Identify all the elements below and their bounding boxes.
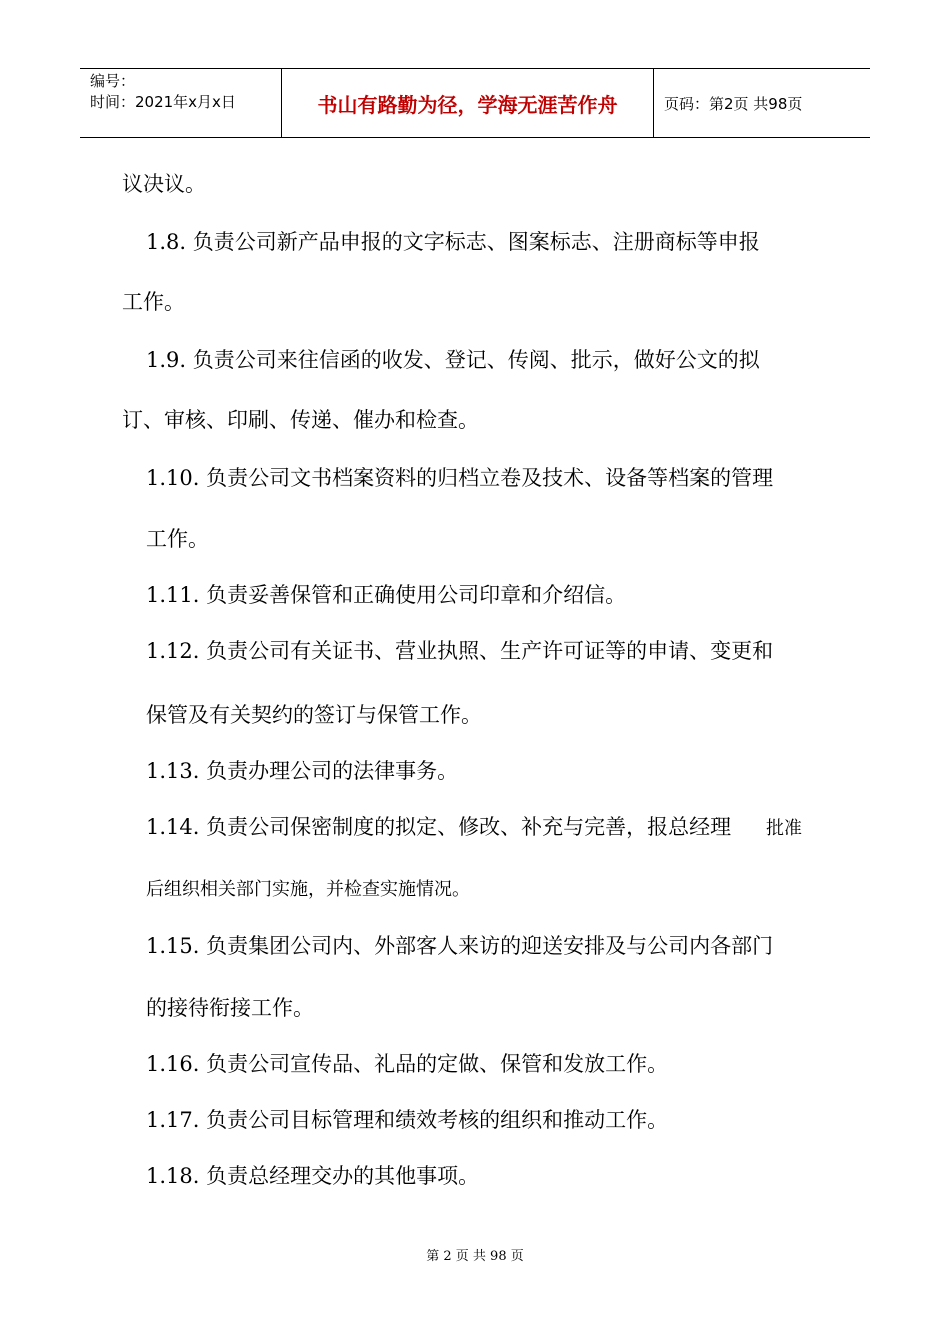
body-line: 1.10. 负责公司文书档案资料的归档立卷及技术、设备等档案的管理 xyxy=(146,466,774,490)
body-line: 工作。 xyxy=(146,527,209,551)
body-line: 议决议。 xyxy=(122,172,206,196)
body-line: 批准 xyxy=(766,818,802,839)
body-line: 1.18. 负责总经理交办的其他事项。 xyxy=(146,1164,480,1188)
header-page-info: 页码：第2页 共98页 xyxy=(664,94,803,113)
page-footer: 第 2 页 共 98 页 xyxy=(426,1249,524,1264)
body-line: 1.8. 负责公司新产品申报的文字标志、图案标志、注册商标等申报 xyxy=(146,230,760,254)
body-line: 1.14. 负责公司保密制度的拟定、修改、补充与完善，报总经理 xyxy=(146,815,732,839)
page-header xyxy=(80,68,870,138)
body-line: 1.15. 负责集团公司内、外部客人来访的迎送安排及与公司内各部门 xyxy=(146,934,774,958)
body-line: 的接待衔接工作。 xyxy=(146,996,314,1020)
body-line: 后组织相关部门实施，并检查实施情况。 xyxy=(146,879,470,900)
body-line: 1.9. 负责公司来往信函的收发、登记、传阅、批示，做好公文的拟 xyxy=(146,348,760,372)
body-line: 1.16. 负责公司宣传品、礼品的定做、保管和发放工作。 xyxy=(146,1052,669,1076)
body-line: 订、审核、印刷、传递、催办和检查。 xyxy=(122,408,479,432)
body-line: 1.17. 负责公司目标管理和绩效考核的组织和推动工作。 xyxy=(146,1108,669,1132)
body-line: 1.12. 负责公司有关证书、营业执照、生产许可证等的申请、变更和 xyxy=(146,639,774,663)
body-line: 1.13. 负责办理公司的法律事务。 xyxy=(146,759,459,783)
document-time-label: 时间：2021年x月x日 xyxy=(90,93,236,111)
document-number-label: 编号： xyxy=(90,72,136,90)
body-line: 1.11. 负责妥善保管和正确使用公司印章和介绍信。 xyxy=(146,583,627,607)
header-motto: 书山有路勤为径，学海无涯苦作舟 xyxy=(282,69,654,137)
body-line: 工作。 xyxy=(122,290,185,314)
header-meta xyxy=(80,69,282,137)
body-line: 保管及有关契约的签订与保管工作。 xyxy=(146,703,482,727)
